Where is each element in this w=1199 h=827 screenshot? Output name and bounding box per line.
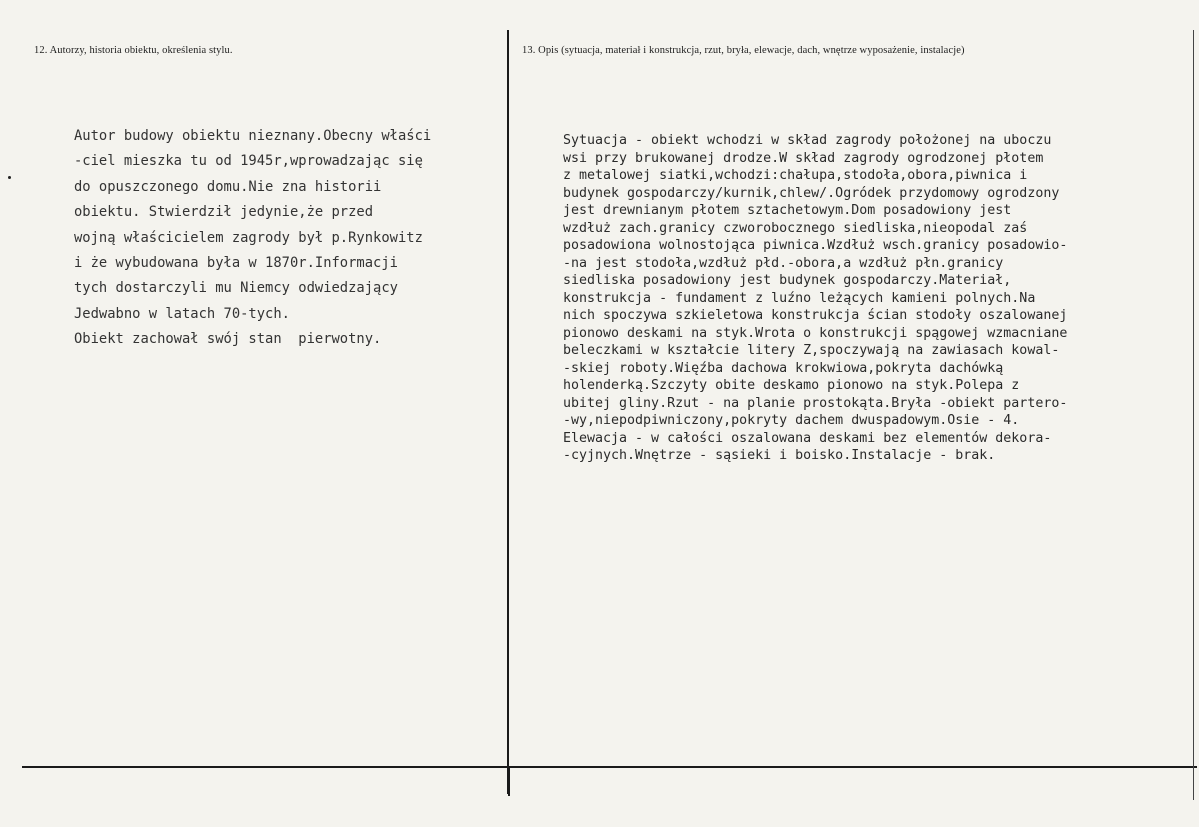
text-line: posadowiona wolnostojąca piwnica.Wzdłuż wsch.granicy posadowio- bbox=[563, 238, 1068, 253]
text-line: Jedwabno w latach 70-tych. bbox=[74, 305, 290, 322]
column-divider bbox=[507, 30, 509, 794]
text-line: wsi przy brukowanej drodze.W skład zagrody ogrodzonej płotem bbox=[563, 150, 1044, 166]
text-line: beleczkami w kształcie litery Z,spoczywają na zawiasach kowal- bbox=[563, 343, 1060, 358]
text-line: Elewacja - w całości oszalowana deskami bez elementów dekora- bbox=[563, 430, 1052, 446]
text-line: siedliska posadowiony jest budynek gospodarczy.Materiał, bbox=[563, 273, 1012, 288]
text-line: Obiekt zachował swój stan pierwotny. bbox=[74, 331, 382, 348]
text-line: do opuszczonego domu.Nie zna historii bbox=[74, 178, 382, 195]
text-line: obiektu. Stwierdził jedynie,że przed bbox=[74, 204, 374, 221]
text-line: pionowo deskami na styk.Wrota o konstrukcji spągowej wzmacniane bbox=[563, 325, 1068, 341]
section-12-text bbox=[74, 124, 506, 353]
text-line: -cyjnych.Wnętrze - sąsieki i boisko.Instalacje - brak. bbox=[563, 448, 996, 463]
text-line: Sytuacja - obiekt wchodzi w skład zagrody położonej na uboczu bbox=[563, 133, 1052, 148]
text-line: -wy,niepodpiwniczony,pokryty dachem dwuspadowym.Osie - 4. bbox=[563, 413, 1020, 428]
text-line: jest drewnianym płotem sztachetowym.Dom posadowiony jest bbox=[563, 203, 1012, 218]
right-border bbox=[1193, 30, 1194, 800]
section-12-header: 12. Autorzy, historia obiektu, określenia stylu. bbox=[34, 45, 233, 56]
text-line: konstrukcja - fundament z luźno leżących kamieni polnych.Na bbox=[563, 290, 1036, 306]
bottom-rule bbox=[22, 766, 1197, 768]
text-line: z metalowej siatki,wchodzi:chałupa,stodoła,obora,piwnica i bbox=[563, 168, 1028, 183]
text-line: tych dostarczyli mu Niemcy odwiedzający bbox=[74, 280, 398, 297]
text-line: -skiej roboty.Więźba dachowa krokwiowa,pokryta dachówką bbox=[563, 360, 1004, 376]
text-line: -ciel mieszka tu od 1945r,wprowadzając się bbox=[74, 153, 423, 170]
text-line: Autor budowy obiektu nieznany.Obecny właści bbox=[74, 128, 432, 144]
margin-dot bbox=[8, 176, 11, 179]
text-line: wzdłuż zach.granicy czworobocznego siedliska,nieopodal zaś bbox=[563, 220, 1028, 236]
text-line: holenderką.Szczyty obite deskamo pionowo na styk.Polepa z bbox=[563, 378, 1020, 393]
section-13-header: 13. Opis (sytuacja, materiał i konstrukcja, rzut, bryła, elewacje, dach, wnętrze wyposażenie, instalacje) bbox=[522, 45, 965, 56]
text-line: wojną właścicielem zagrody był p.Rynkowitz bbox=[74, 229, 423, 246]
section-13-text bbox=[563, 132, 1193, 465]
text-line: -na jest stodoła,wzdłuż płd.-obora,a wzdłuż płn.granicy bbox=[563, 255, 1004, 271]
text-line: budynek gospodarczy/kurnik,chlew/.Ogródek przydomowy ogrodzony bbox=[563, 185, 1060, 201]
bottom-divider-stub bbox=[508, 766, 510, 796]
text-line: nich spoczywa szkieletowa konstrukcja ścian stodoły oszalowanej bbox=[563, 308, 1068, 323]
text-line: i że wybudowana była w 1870r.Informacji bbox=[74, 254, 398, 271]
text-line: ubitej gliny.Rzut - na planie prostokąta.Bryła -obiekt partero- bbox=[563, 395, 1068, 411]
